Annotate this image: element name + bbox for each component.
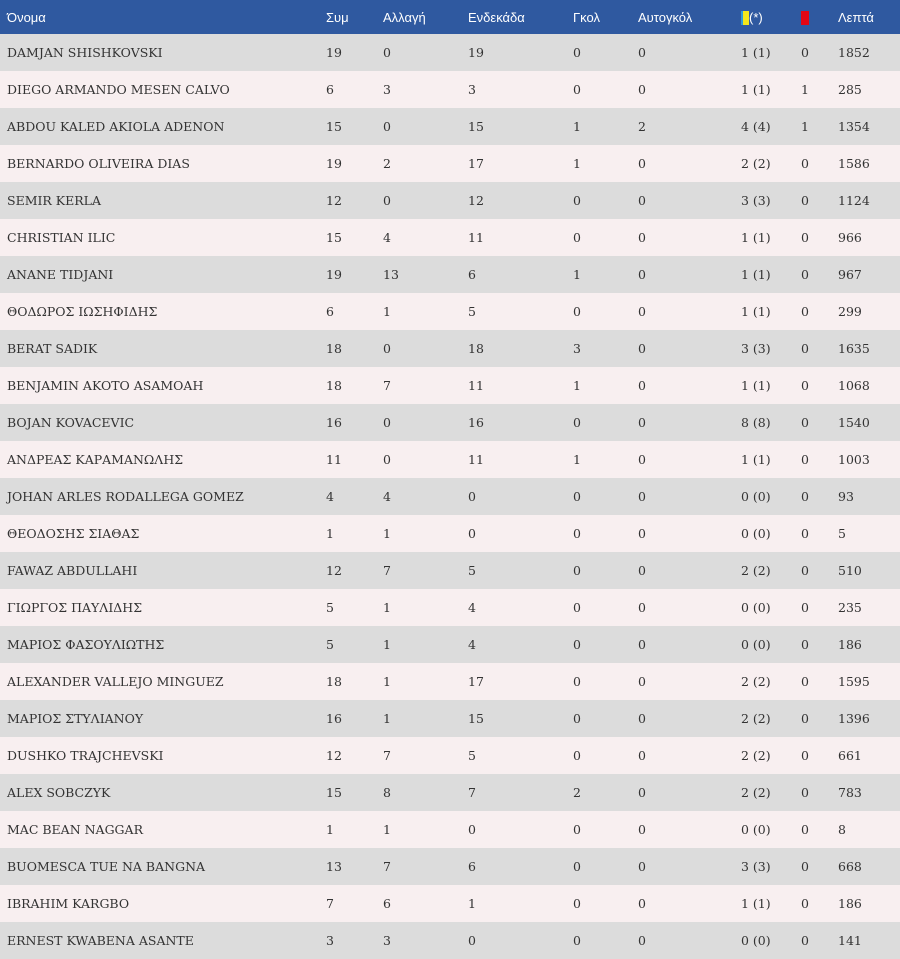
apps-cell: 6 xyxy=(326,304,334,319)
apps-cell: 15 xyxy=(326,785,342,800)
lineup-cell: 11 xyxy=(468,230,484,245)
minutes-cell: 1595 xyxy=(838,674,870,689)
goals-cell: 0 xyxy=(573,748,581,763)
yellow-cards-cell: 1 (1) xyxy=(741,82,771,97)
yellow-cards-cell: 0 (0) xyxy=(741,526,771,541)
lineup-cell: 5 xyxy=(468,304,476,319)
yellow-cards-cell: 3 (3) xyxy=(741,859,771,874)
table-row[interactable] xyxy=(0,441,900,478)
own-goals-cell: 0 xyxy=(638,193,646,208)
apps-cell: 16 xyxy=(326,415,342,430)
sub-cell: 7 xyxy=(383,563,391,578)
lineup-cell: 17 xyxy=(468,156,484,171)
red-cards-cell: 0 xyxy=(801,563,809,578)
yellow-cards-cell: 4 (4) xyxy=(741,119,771,134)
lineup-cell: 6 xyxy=(468,267,476,282)
table-body xyxy=(0,34,900,959)
red-cards-cell: 0 xyxy=(801,378,809,393)
player-name-cell[interactable]: ΜΑΡΙΟΣ ΣΤΥΛΙΑΝΟΥ xyxy=(7,711,144,726)
minutes-cell: 1540 xyxy=(838,415,870,430)
sub-cell: 0 xyxy=(383,119,391,134)
apps-cell: 19 xyxy=(326,45,342,60)
goals-cell: 0 xyxy=(573,637,581,652)
minutes-cell: 5 xyxy=(838,526,846,541)
table-row[interactable] xyxy=(0,293,900,330)
yellow-cards-cell: 2 (2) xyxy=(741,748,771,763)
sub-cell: 3 xyxy=(383,933,391,948)
minutes-cell: 299 xyxy=(838,304,862,319)
table-row[interactable] xyxy=(0,700,900,737)
goals-cell: 0 xyxy=(573,45,581,60)
table-row[interactable] xyxy=(0,589,900,626)
table-row[interactable] xyxy=(0,219,900,256)
apps-cell: 13 xyxy=(326,859,342,874)
lineup-cell: 0 xyxy=(468,933,476,948)
apps-cell: 15 xyxy=(326,230,342,245)
player-name-cell[interactable]: BOJAN KOVACEVIC xyxy=(7,415,135,430)
minutes-cell: 1635 xyxy=(838,341,870,356)
goals-cell: 0 xyxy=(573,933,581,948)
lineup-cell: 16 xyxy=(468,415,484,430)
goals-cell: 0 xyxy=(573,600,581,615)
lineup-cell: 11 xyxy=(468,378,484,393)
lineup-cell: 18 xyxy=(468,341,484,356)
minutes-cell: 1586 xyxy=(838,156,870,171)
table-row[interactable] xyxy=(0,737,900,774)
goals-cell: 1 xyxy=(573,378,581,393)
own-goals-cell: 0 xyxy=(638,82,646,97)
sub-cell: 1 xyxy=(383,304,391,319)
own-goals-cell: 0 xyxy=(638,785,646,800)
red-cards-cell: 0 xyxy=(801,452,809,467)
player-name-cell[interactable]: ΘΟΔΩΡΟΣ ΙΩΣΗΦΙΔΗΣ xyxy=(7,304,158,319)
own-goals-cell: 0 xyxy=(638,230,646,245)
own-goals-cell: 0 xyxy=(638,304,646,319)
column-header-sub[interactable]: Αλλαγή xyxy=(383,9,426,25)
lineup-cell: 15 xyxy=(468,711,484,726)
goals-cell: 0 xyxy=(573,822,581,837)
minutes-cell: 668 xyxy=(838,859,862,874)
goals-cell: 0 xyxy=(573,489,581,504)
apps-cell: 19 xyxy=(326,156,342,171)
sub-cell: 0 xyxy=(383,452,391,467)
minutes-cell: 1003 xyxy=(838,452,870,467)
player-name-cell[interactable]: BERAT SADIK xyxy=(7,341,98,356)
column-header-yellow-cards[interactable] xyxy=(741,0,801,34)
yellow-cards-cell: 8 (8) xyxy=(741,415,771,430)
own-goals-cell: 0 xyxy=(638,489,646,504)
red-cards-cell: 0 xyxy=(801,156,809,171)
table-row[interactable] xyxy=(0,108,900,145)
column-header-goals[interactable]: Γκολ xyxy=(573,9,600,25)
red-cards-cell: 0 xyxy=(801,748,809,763)
sub-cell: 1 xyxy=(383,526,391,541)
lineup-cell: 3 xyxy=(468,82,476,97)
apps-cell: 12 xyxy=(326,748,342,763)
own-goals-cell: 0 xyxy=(638,45,646,60)
player-name-cell[interactable]: DIEGO ARMANDO MESEN CALVO xyxy=(7,82,230,97)
yellow-cards-cell: 2 (2) xyxy=(741,563,771,578)
minutes-cell: 186 xyxy=(838,896,862,911)
sub-cell: 8 xyxy=(383,785,391,800)
apps-cell: 18 xyxy=(326,378,342,393)
own-goals-cell: 0 xyxy=(638,378,646,393)
goals-cell: 0 xyxy=(573,415,581,430)
lineup-cell: 4 xyxy=(468,637,476,652)
apps-cell: 16 xyxy=(326,711,342,726)
lineup-cell: 7 xyxy=(468,785,476,800)
red-cards-cell: 0 xyxy=(801,711,809,726)
own-goals-cell: 2 xyxy=(638,119,646,134)
red-cards-cell: 1 xyxy=(801,82,809,97)
player-name-cell[interactable]: ΑΝΔΡΕΑΣ ΚΑΡΑΜΑΝΩΛΗΣ xyxy=(7,452,184,467)
player-name-cell[interactable]: JOHAN ARLES RODALLEGA GOMEZ xyxy=(7,489,244,504)
yellow-cards-cell: 2 (2) xyxy=(741,674,771,689)
own-goals-cell: 0 xyxy=(638,933,646,948)
minutes-cell: 235 xyxy=(838,600,862,615)
own-goals-cell: 0 xyxy=(638,452,646,467)
red-cards-cell: 0 xyxy=(801,267,809,282)
sub-cell: 13 xyxy=(383,267,399,282)
red-cards-cell: 0 xyxy=(801,304,809,319)
lineup-cell: 1 xyxy=(468,896,476,911)
sub-cell: 4 xyxy=(383,489,391,504)
red-cards-cell: 0 xyxy=(801,933,809,948)
own-goals-cell: 0 xyxy=(638,637,646,652)
minutes-cell: 141 xyxy=(838,933,862,948)
minutes-cell: 285 xyxy=(838,82,862,97)
player-name-cell[interactable]: ABDOU KALED AKIOLA ADENON xyxy=(7,119,225,134)
red-cards-cell: 0 xyxy=(801,822,809,837)
lineup-cell: 0 xyxy=(468,822,476,837)
player-name-cell[interactable]: BERNARDO OLIVEIRA DIAS xyxy=(7,156,190,171)
table-row[interactable] xyxy=(0,885,900,922)
apps-cell: 15 xyxy=(326,119,342,134)
apps-cell: 5 xyxy=(326,600,334,615)
sub-cell: 0 xyxy=(383,341,391,356)
minutes-cell: 1396 xyxy=(838,711,870,726)
apps-cell: 18 xyxy=(326,674,342,689)
own-goals-cell: 0 xyxy=(638,711,646,726)
minutes-cell: 661 xyxy=(838,748,862,763)
player-name-cell[interactable]: ΓΙΩΡΓΟΣ ΠΑΥΛΙΔΗΣ xyxy=(7,600,143,615)
sub-cell: 7 xyxy=(383,378,391,393)
column-header-own-goals[interactable]: Αυτογκόλ xyxy=(638,9,693,25)
apps-cell: 18 xyxy=(326,341,342,356)
own-goals-cell: 0 xyxy=(638,822,646,837)
own-goals-cell: 0 xyxy=(638,563,646,578)
red-cards-cell: 0 xyxy=(801,230,809,245)
apps-cell: 1 xyxy=(326,822,334,837)
own-goals-cell: 0 xyxy=(638,748,646,763)
red-cards-cell: 0 xyxy=(801,45,809,60)
own-goals-cell: 0 xyxy=(638,341,646,356)
player-name-cell[interactable]: DUSHKO TRAJCHEVSKI xyxy=(7,748,164,763)
table-row[interactable] xyxy=(0,71,900,108)
goals-cell: 0 xyxy=(573,230,581,245)
player-name-cell[interactable]: ΘΕΟΔΟΣΗΣ ΣΙΑΘΑΣ xyxy=(7,526,140,541)
lineup-cell: 19 xyxy=(468,45,484,60)
table-row[interactable] xyxy=(0,182,900,219)
apps-cell: 6 xyxy=(326,82,334,97)
own-goals-cell: 0 xyxy=(638,526,646,541)
player-name-cell[interactable]: ALEX SOBCZYK xyxy=(7,785,111,800)
yellow-cards-cell: 0 (0) xyxy=(741,822,771,837)
sub-cell: 7 xyxy=(383,859,391,874)
apps-cell: 3 xyxy=(326,933,334,948)
yellow-cards-cell: 0 (0) xyxy=(741,600,771,615)
apps-cell: 12 xyxy=(326,563,342,578)
minutes-cell: 186 xyxy=(838,637,862,652)
sub-cell: 0 xyxy=(383,193,391,208)
yellow-cards-cell: 1 (1) xyxy=(741,378,771,393)
table-row[interactable] xyxy=(0,848,900,885)
sub-cell: 1 xyxy=(383,711,391,726)
apps-cell: 4 xyxy=(326,489,334,504)
goals-cell: 0 xyxy=(573,193,581,208)
goals-cell: 1 xyxy=(573,156,581,171)
player-name-cell[interactable]: ALEXANDER VALLEJO MINGUEZ xyxy=(7,674,224,689)
lineup-cell: 5 xyxy=(468,748,476,763)
player-name-cell[interactable]: ANANE TIDJANI xyxy=(7,267,114,282)
apps-cell: 1 xyxy=(326,526,334,541)
player-name-cell[interactable]: BUOMESCA TUE NA BANGNA xyxy=(7,859,206,874)
yellow-cards-cell: 1 (1) xyxy=(741,267,771,282)
yellow-cards-cell: 1 (1) xyxy=(741,304,771,319)
red-cards-cell: 0 xyxy=(801,526,809,541)
goals-cell: 1 xyxy=(573,452,581,467)
sub-cell: 1 xyxy=(383,822,391,837)
minutes-cell: 783 xyxy=(838,785,862,800)
red-cards-cell: 0 xyxy=(801,637,809,652)
yellow-cards-cell: 1 (1) xyxy=(741,230,771,245)
sub-cell: 0 xyxy=(383,45,391,60)
player-name-cell[interactable]: SEMIR KERLA xyxy=(7,193,102,208)
yellow-card-icon xyxy=(741,11,749,25)
sub-cell: 6 xyxy=(383,896,391,911)
red-cards-cell: 0 xyxy=(801,415,809,430)
red-cards-cell: 0 xyxy=(801,341,809,356)
apps-cell: 11 xyxy=(326,452,342,467)
lineup-cell: 0 xyxy=(468,489,476,504)
column-header-apps[interactable]: Συμ xyxy=(326,9,349,25)
apps-cell: 12 xyxy=(326,193,342,208)
table-row[interactable] xyxy=(0,922,900,959)
yellow-cards-cell: 2 (2) xyxy=(741,156,771,171)
player-name-cell[interactable]: MAC BEAN NAGGAR xyxy=(7,822,143,837)
red-cards-cell: 0 xyxy=(801,859,809,874)
apps-cell: 5 xyxy=(326,637,334,652)
minutes-cell: 1124 xyxy=(838,193,870,208)
own-goals-cell: 0 xyxy=(638,415,646,430)
red-cards-cell: 0 xyxy=(801,785,809,800)
yellow-cards-cell: 2 (2) xyxy=(741,785,771,800)
column-header-red-cards[interactable] xyxy=(801,0,838,34)
red-card-icon xyxy=(801,11,809,25)
red-cards-cell: 0 xyxy=(801,896,809,911)
minutes-cell: 8 xyxy=(838,822,846,837)
table-row[interactable] xyxy=(0,774,900,811)
lineup-cell: 17 xyxy=(468,674,484,689)
column-header-minutes[interactable]: Λεπτά xyxy=(838,9,874,25)
lineup-cell: 5 xyxy=(468,563,476,578)
goals-cell: 1 xyxy=(573,267,581,282)
apps-cell: 19 xyxy=(326,267,342,282)
yellow-cards-cell: 0 (0) xyxy=(741,637,771,652)
minutes-cell: 93 xyxy=(838,489,854,504)
own-goals-cell: 0 xyxy=(638,600,646,615)
lineup-cell: 12 xyxy=(468,193,484,208)
sub-cell: 1 xyxy=(383,637,391,652)
lineup-cell: 11 xyxy=(468,452,484,467)
sub-cell: 2 xyxy=(383,156,391,171)
own-goals-cell: 0 xyxy=(638,896,646,911)
goals-cell: 0 xyxy=(573,563,581,578)
lineup-cell: 0 xyxy=(468,526,476,541)
yellow-cards-cell: 1 (1) xyxy=(741,452,771,467)
player-name-cell[interactable]: FAWAZ ABDULLAHI xyxy=(7,563,138,578)
yellow-cards-cell: 1 (1) xyxy=(741,896,771,911)
column-header-name[interactable]: Όνομα xyxy=(7,9,46,25)
player-name-cell[interactable]: BENJAMIN AKOTO ASAMOAH xyxy=(7,378,204,393)
sub-cell: 0 xyxy=(383,415,391,430)
sub-cell: 1 xyxy=(383,674,391,689)
minutes-cell: 1852 xyxy=(838,45,870,60)
lineup-cell: 6 xyxy=(468,859,476,874)
player-name-cell[interactable]: IBRAHIM KARGBO xyxy=(7,896,130,911)
table-row[interactable] xyxy=(0,34,900,71)
goals-cell: 0 xyxy=(573,896,581,911)
table-row[interactable] xyxy=(0,330,900,367)
sub-cell: 7 xyxy=(383,748,391,763)
goals-cell: 1 xyxy=(573,119,581,134)
table-row[interactable] xyxy=(0,256,900,293)
sub-cell: 3 xyxy=(383,82,391,97)
yellow-cards-cell: 0 (0) xyxy=(741,933,771,948)
goals-cell: 0 xyxy=(573,526,581,541)
goals-cell: 0 xyxy=(573,859,581,874)
yellow-cards-cell: 1 (1) xyxy=(741,45,771,60)
table-row[interactable] xyxy=(0,404,900,441)
yellow-cards-cell: 3 (3) xyxy=(741,193,771,208)
player-name-cell[interactable]: CHRISTIAN ILIC xyxy=(7,230,116,245)
table-row[interactable] xyxy=(0,145,900,182)
player-name-cell[interactable]: ERNEST KWABENA ASANTE xyxy=(7,933,194,948)
red-cards-cell: 0 xyxy=(801,600,809,615)
apps-cell: 7 xyxy=(326,896,334,911)
minutes-cell: 1354 xyxy=(838,119,870,134)
red-cards-cell: 0 xyxy=(801,193,809,208)
own-goals-cell: 0 xyxy=(638,267,646,282)
table-row[interactable] xyxy=(0,663,900,700)
lineup-cell: 15 xyxy=(468,119,484,134)
minutes-cell: 1068 xyxy=(838,378,870,393)
goals-cell: 0 xyxy=(573,711,581,726)
table-row[interactable] xyxy=(0,367,900,404)
player-name-cell[interactable]: DAMJAN SHISHKOVSKI xyxy=(7,45,163,60)
lineup-cell: 4 xyxy=(468,600,476,615)
red-cards-cell: 0 xyxy=(801,489,809,504)
table-row[interactable] xyxy=(0,811,900,848)
goals-cell: 0 xyxy=(573,82,581,97)
table-row[interactable] xyxy=(0,515,900,552)
sub-cell: 1 xyxy=(383,600,391,615)
minutes-cell: 967 xyxy=(838,267,862,282)
yellow-cards-cell: 2 (2) xyxy=(741,711,771,726)
sub-cell: 4 xyxy=(383,230,391,245)
goals-cell: 2 xyxy=(573,785,581,800)
table-header-row xyxy=(0,0,900,34)
minutes-cell: 966 xyxy=(838,230,862,245)
own-goals-cell: 0 xyxy=(638,156,646,171)
table-row[interactable] xyxy=(0,552,900,589)
table-row[interactable] xyxy=(0,626,900,663)
yellow-card-suffix: (*) xyxy=(749,10,763,26)
player-name-cell[interactable]: ΜΑΡΙΟΣ ΦΑΣΟΥΛΙΩΤΗΣ xyxy=(7,637,165,652)
own-goals-cell: 0 xyxy=(638,674,646,689)
goals-cell: 0 xyxy=(573,304,581,319)
yellow-cards-cell: 3 (3) xyxy=(741,341,771,356)
own-goals-cell: 0 xyxy=(638,859,646,874)
red-cards-cell: 1 xyxy=(801,119,809,134)
goals-cell: 0 xyxy=(573,674,581,689)
column-header-lineup[interactable]: Ενδεκάδα xyxy=(468,9,525,25)
red-cards-cell: 0 xyxy=(801,674,809,689)
yellow-cards-cell: 0 (0) xyxy=(741,489,771,504)
minutes-cell: 510 xyxy=(838,563,862,578)
table-row[interactable] xyxy=(0,478,900,515)
goals-cell: 3 xyxy=(573,341,581,356)
